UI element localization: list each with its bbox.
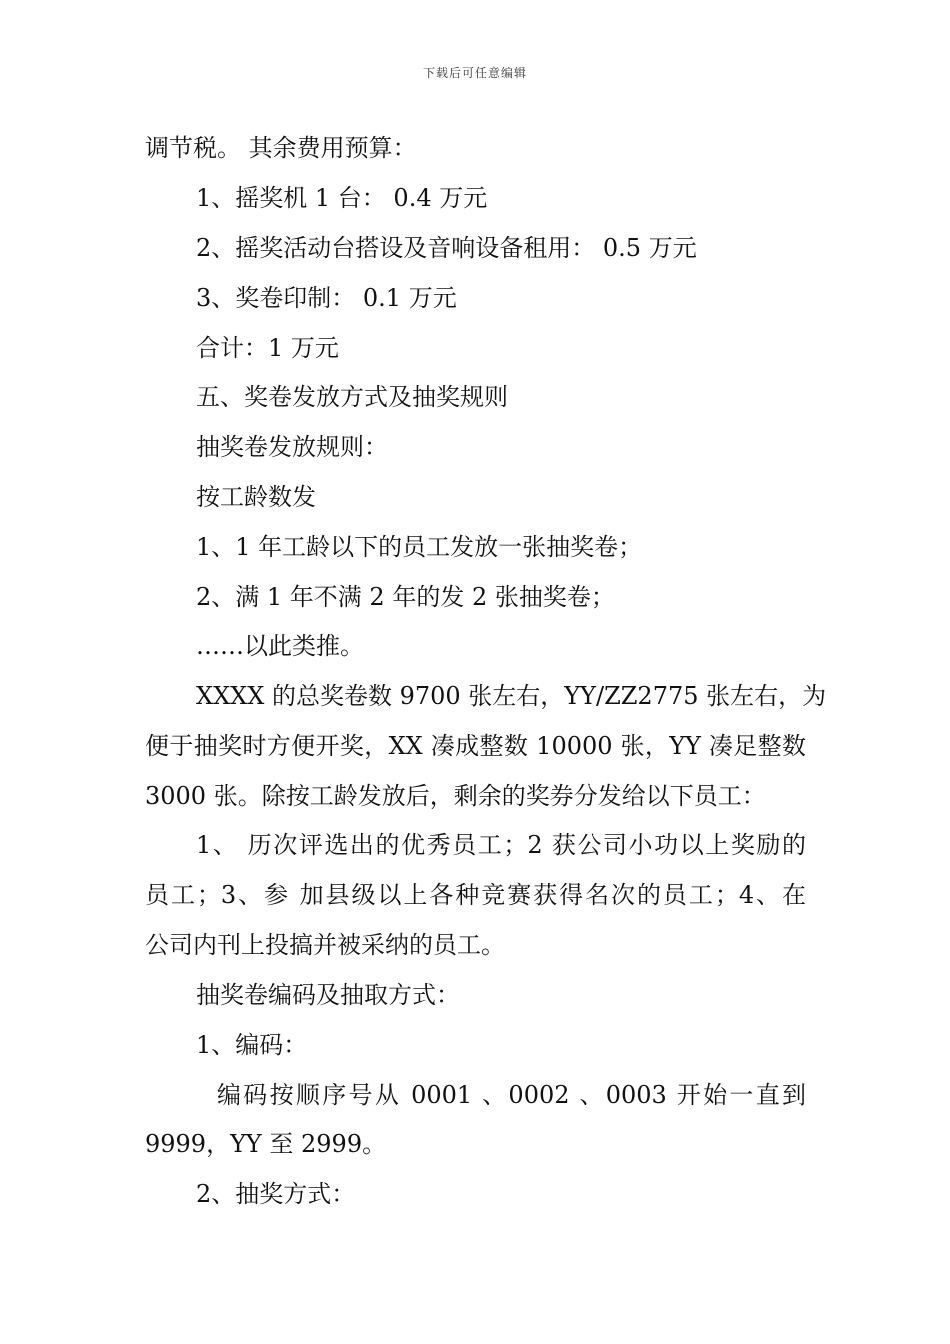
paragraph-line: 3000 张。除按工龄发放后，剩余的奖券分发给以下员工：: [145, 782, 766, 810]
budget-total: 合计：1 万元: [196, 334, 339, 362]
paragraph-line: XXXX 的总奖卷数 9700 张左右，YY/ZZ2775 张左右，为: [196, 682, 827, 710]
subheading: 1、编码：: [196, 1031, 308, 1059]
text-line: ……以此类推。: [196, 632, 364, 660]
paragraph-line: 便于抽奖时方便开奖，XX 凑成整数 10000 张，YY 凑足整数: [145, 732, 806, 760]
budget-item-2: 2、摇奖活动台搭设及音响设备租用： 0.5 万元: [196, 234, 697, 262]
page-header: 下载后可任意编辑: [422, 66, 527, 80]
text-line: 调节税。 其余费用预算：: [145, 134, 417, 162]
paragraph-line: 公司内刊上投搞并被采纳的员工。: [145, 931, 505, 959]
subheading: 抽奖卷发放规则：: [196, 433, 388, 461]
subheading: 2、抽奖方式：: [196, 1180, 356, 1208]
text-line: 按工龄数发: [196, 483, 316, 511]
rule-item-1: 1、1 年工龄以下的员工发放一张抽奖卷；: [196, 533, 643, 561]
budget-item-3: 3、奖卷印制： 0.1 万元: [196, 284, 457, 312]
section-heading: 五、奖卷发放方式及抽奖规则: [196, 383, 508, 411]
budget-item-1: 1、摇奖机 1 台： 0.4 万元: [196, 184, 488, 212]
paragraph-line: 1、 历次评选出的优秀员工；2 获公司小功以上奖励的: [196, 831, 806, 859]
paragraph-line: 编码按顺序号从 0001 、0002 、0003 开始一直到: [217, 1081, 806, 1109]
subheading: 抽奖卷编码及抽取方式：: [196, 981, 460, 1009]
paragraph-line: 员工；3、参 加县级以上各种竞赛获得名次的员工；4、在: [145, 881, 806, 909]
paragraph-line: 9999，YY 至 2999。: [145, 1130, 387, 1158]
rule-item-2: 2、满 1 年不满 2 年的发 2 张抽奖卷；: [196, 583, 615, 611]
